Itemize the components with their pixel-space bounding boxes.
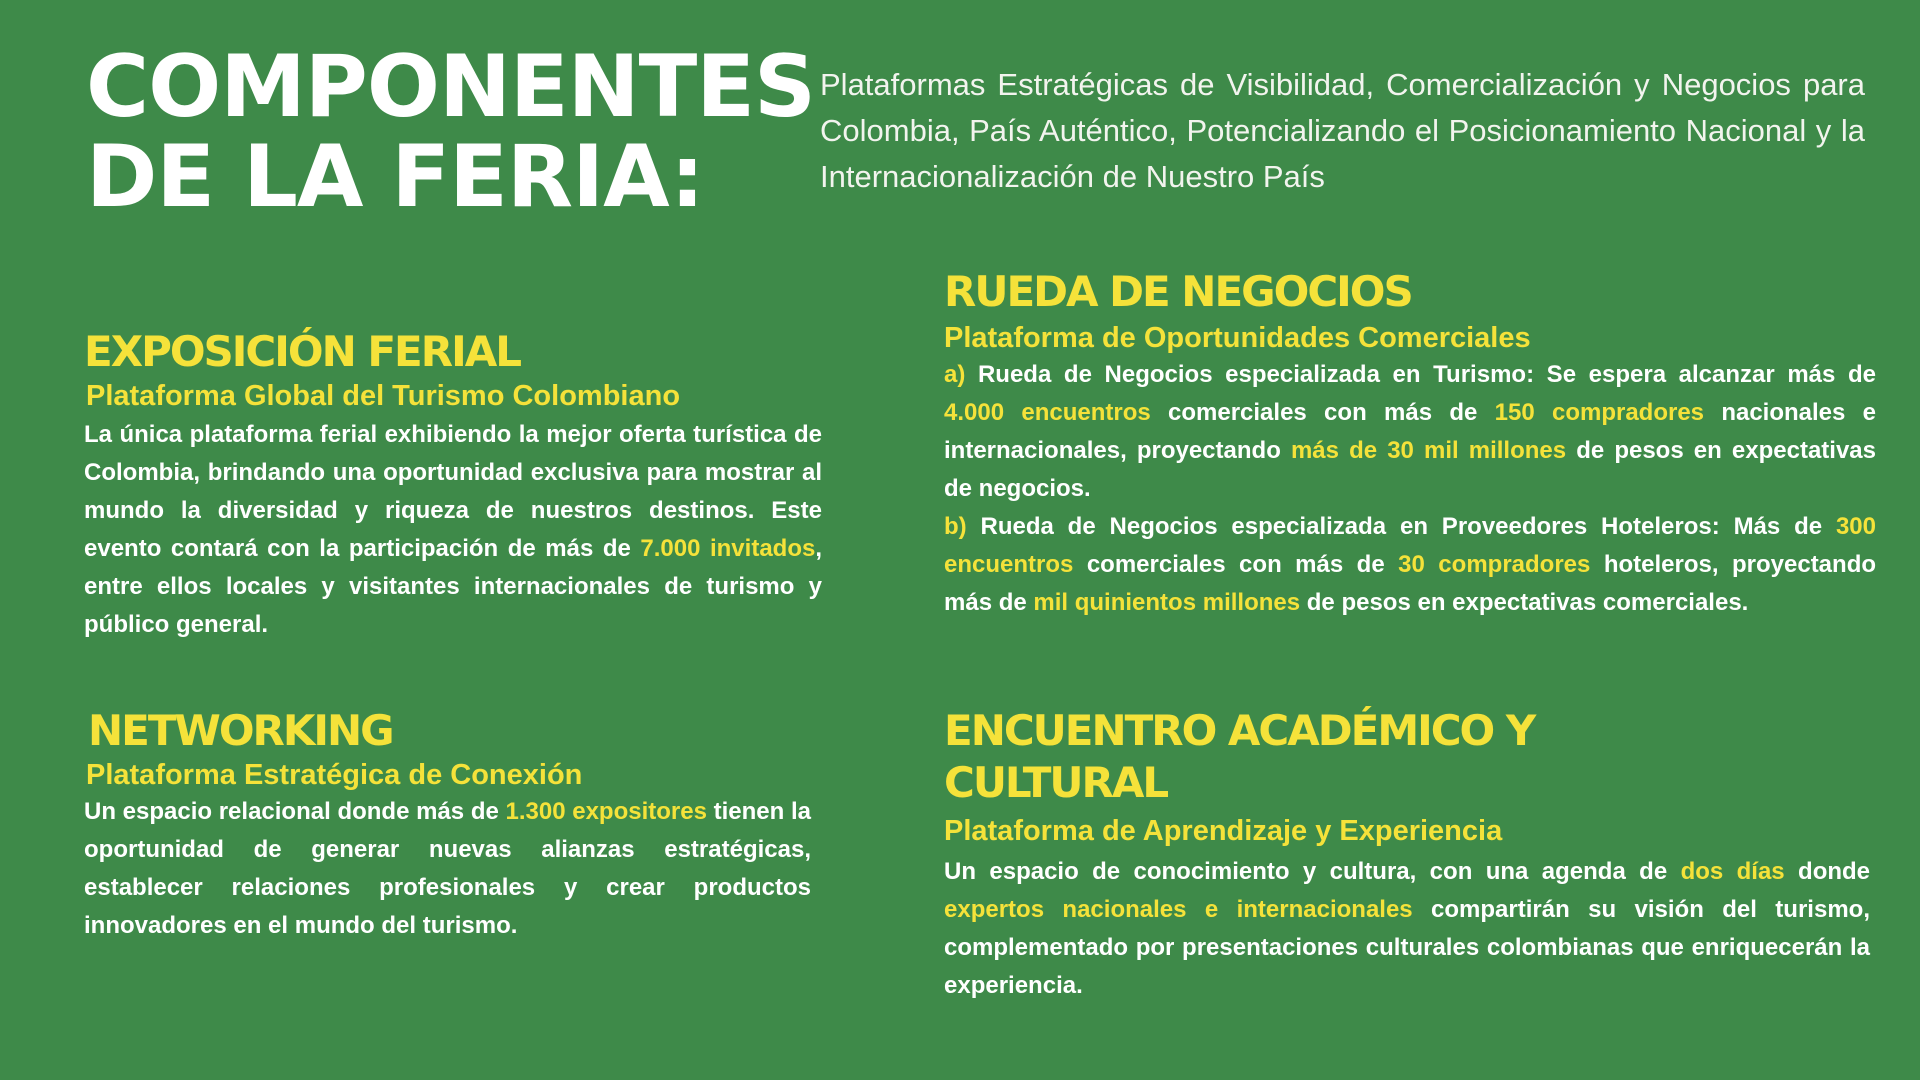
highlight: mil quinientos millones xyxy=(1033,589,1301,616)
section-title: RUEDA DE NEGOCIOS xyxy=(944,267,1412,316)
page-title-line-1: COMPONENTES xyxy=(86,37,815,137)
highlight: 4.000 encuentros xyxy=(944,399,1151,426)
section-rueda-negocios xyxy=(944,266,1876,622)
page-subtitle: Plataformas Estratégicas de Visibilidad, Comercialización y Negocios para Colombia, País Auténtico, Potencializando el Posicionamiento Nacional y la Internacionalización de Nuestro País xyxy=(820,67,1865,194)
section-subtitle: Plataforma de Oportunidades Comerciales xyxy=(944,322,1531,354)
section-networking xyxy=(84,705,811,945)
list-label: a) xyxy=(944,361,966,388)
section-subtitle: Plataforma Global del Turismo Colombiano xyxy=(86,380,681,412)
section-title: EXPOSICIÓN FERIAL xyxy=(84,327,520,376)
highlight: 1.300 expositores xyxy=(505,798,707,825)
highlight: expertos nacionales e internacionales xyxy=(944,896,1413,923)
section-body-b: b) Rueda de Negocios especializada en Proveedores Hoteleros: Más de 300 encuentros comerciales con más de 30 compradores hoteleros, proyectando más de mil quinientos millones de pesos en expectativas comerciales. xyxy=(944,513,1877,616)
highlight: 150 compradores xyxy=(1494,399,1705,426)
list-label: b) xyxy=(944,513,967,540)
highlight: 300 encuentros xyxy=(944,513,1876,578)
section-title: ENCUENTRO ACADÉMICO Y CULTURAL xyxy=(944,706,1535,807)
section-encuentro-academico xyxy=(944,705,1870,1005)
highlight: 30 compradores xyxy=(1398,551,1591,578)
section-body: Un espacio de conocimiento y cultura, con una agenda de dos días donde expertos nacionales e internacionales compartirán su visión del turismo, complementado por presentaciones culturales colombianas que enriquecerán la experiencia. xyxy=(944,858,1871,999)
section-subtitle: Plataforma de Aprendizaje y Experiencia xyxy=(944,815,1503,847)
page-title xyxy=(86,37,815,227)
page-title-line-2: DE LA FERIA: xyxy=(86,127,704,227)
highlight: 7.000 invitados xyxy=(640,535,816,562)
section-title: NETWORKING xyxy=(88,706,393,755)
section-body: Un espacio relacional donde más de 1.300 expositores tienen la oportunidad de generar nuevas alianzas estratégicas, establecer relaciones profesionales y crear productos innovadores en el mundo del turismo. xyxy=(84,798,811,939)
highlight: más de 30 mil millones xyxy=(1290,437,1567,464)
highlight: dos días xyxy=(1680,858,1785,885)
section-body-a: a) Rueda de Negocios especializada en Turismo: Se espera alcanzar más de 4.000 encuentros comerciales con más de 150 compradores nacionales e internacionales, proyectando más de 30 mil millones de pesos en expectativas de negocios. xyxy=(944,361,1877,502)
section-exposicion xyxy=(84,326,822,644)
section-subtitle: Plataforma Estratégica de Conexión xyxy=(86,759,583,791)
section-body: La única plataforma ferial exhibiendo la mejor oferta turística de Colombia, brindando una oportunidad exclusiva para mostrar al mundo la diversidad y riqueza de nuestros destinos. Este evento contará con la participación de más de 7.000 invitados, entre ellos locales y visitantes internacionales de turismo y público general. xyxy=(84,421,823,638)
